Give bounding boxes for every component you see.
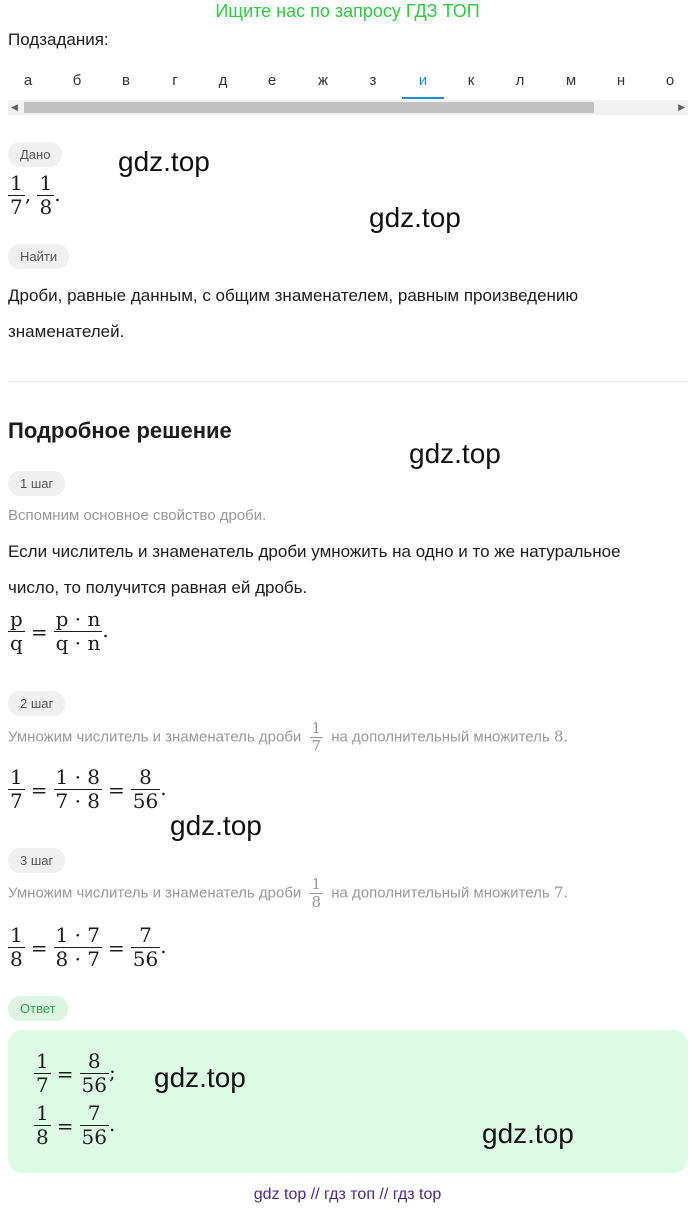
tab-i[interactable]: и (418, 72, 428, 89)
find-text-line2: знаменателей. (8, 322, 125, 341)
tab-n[interactable]: н (616, 72, 626, 89)
watermark: gdz.top (482, 1118, 574, 1149)
step3-formula: $\frac{1}{8}$ = $\frac{1 \cdot 7}{8 \cdot 7}$ = $\frac{7}{56}$ . (10, 923, 167, 971)
tab-o[interactable]: о (665, 72, 675, 89)
find-text-line1: Дроби, равные данным, с общим знаменателем, равным произведению (8, 286, 579, 305)
scroll-right-icon[interactable]: ▶ (678, 102, 685, 112)
tab-k[interactable]: к (467, 72, 475, 89)
step3-badge: 3 шаг (8, 848, 65, 873)
footer-links[interactable]: gdz top // гдз топ // гдз top (253, 1186, 442, 1203)
divider (8, 381, 688, 382)
tab-d[interactable]: д (218, 72, 228, 89)
find-badge: Найти (8, 244, 69, 269)
tab-g[interactable]: г (172, 72, 178, 89)
subtask-tabs (0, 64, 695, 98)
step1-badge: 1 шаг (8, 471, 65, 496)
watermark: gdz.top (118, 146, 210, 177)
subtasks-title: Подзадания: (8, 30, 109, 49)
tab-v[interactable]: в (122, 72, 130, 89)
tabs-scrollbar[interactable] (8, 100, 688, 115)
tab-z[interactable]: з (369, 72, 377, 89)
step1-text-line1: Если числитель и знаменатель дроби умножить на одно и то же натуральное (8, 542, 621, 561)
active-tab-indicator (402, 97, 444, 99)
tab-m[interactable]: м (565, 72, 577, 89)
promo-banner[interactable]: Ищите нас по запросу ГДЗ ТОП (215, 1, 480, 21)
step1-formula: $\frac{p}{q}$ = $\frac{p \cdot n}{q \cdot n}$ . (10, 607, 109, 655)
step2-formula: $\frac{1}{7}$ = $\frac{1 \cdot 8}{7 \cdot 8}$ = $\frac{8}{56}$ . (10, 765, 167, 813)
step1-hint: Вспомним основное свойство дроби. (8, 507, 267, 524)
step2-hint: Умножим числитель и знаменатель дроби $\frac{1}{7}$ на дополнительный множитель 8. (8, 719, 569, 756)
scroll-left-icon[interactable]: ◀ (11, 102, 18, 112)
watermark: gdz.top (369, 202, 461, 233)
step2-badge: 2 шаг (8, 691, 65, 716)
answer-row-1: $\frac{1}{7}$ = $\frac{8}{56}$ ; (36, 1049, 116, 1097)
given-badge: Дано (8, 142, 62, 167)
watermark: gdz.top (154, 1062, 246, 1093)
answer-badge: Ответ (8, 996, 68, 1021)
watermark: gdz.top (170, 810, 262, 841)
tab-l[interactable]: л (515, 72, 525, 89)
step1-text-line2: число, то получится равная ей дробь. (8, 578, 308, 597)
given-fractions: $\frac{1}{7}$ , $\frac{1}{8}$ . (10, 171, 61, 219)
tab-b[interactable]: б (72, 72, 82, 89)
scrollbar-thumb[interactable] (24, 102, 594, 113)
tab-zh[interactable]: ж (317, 72, 329, 89)
step3-hint: Умножим числитель и знаменатель дроби $\frac{1}{8}$ на дополнительный множитель 7. (8, 875, 569, 912)
answer-box (8, 1030, 688, 1173)
watermark: gdz.top (409, 438, 501, 469)
answer-row-2: $\frac{1}{8}$ = $\frac{7}{56}$ . (36, 1101, 116, 1149)
tab-a[interactable]: а (23, 72, 33, 89)
solution-title: Подробное решение (8, 418, 232, 443)
tab-e[interactable]: е (267, 72, 277, 89)
